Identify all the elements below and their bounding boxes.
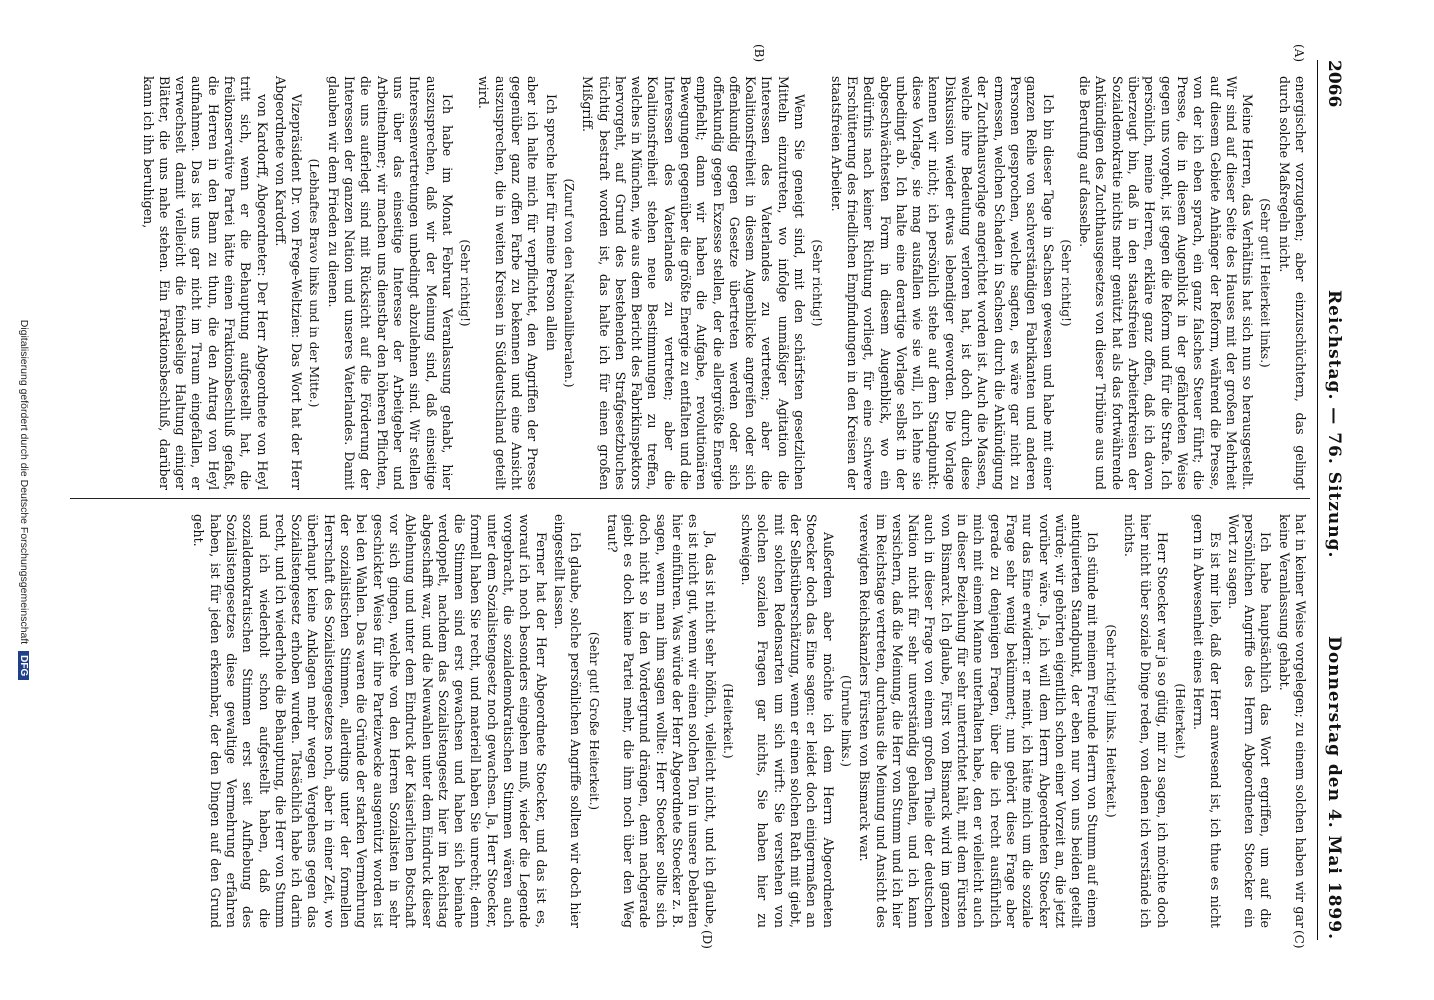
session-title: Reichstag. — 76. Sitzung. bbox=[1324, 290, 1344, 559]
interjection: (Heiterkeit.) bbox=[1172, 683, 1187, 759]
interjection: (Sehr richtig!) bbox=[810, 239, 825, 327]
interjection: (Heiterkeit.) bbox=[720, 683, 735, 759]
margin-mark-b: (B) bbox=[752, 44, 766, 63]
session-date: Donnerstag den 4. Mai 1899. bbox=[1324, 636, 1344, 940]
paragraph: Außerdem aber möchte ich dem Herrn Abgeordneten Stoecker doch das Eine sagen: er leidet doch einigermaßen an der Selbstüberschätzung, wenn er einen solchen Rath mit giebt, mit solchen Redensarten um sich wirft: Sie verstehen von solchen sozialen Fragen gar nichts, Sie haben hier zu schweigen. bbox=[739, 514, 836, 928]
paragraph: energischer vorzugehen; aber einzuschüchtern, das gelingt durch solche Maßregeln nicht. bbox=[1276, 76, 1308, 490]
page-header bbox=[1317, 60, 1346, 940]
paragraph: Ich spreche hier für meine Person allein bbox=[543, 94, 559, 351]
interjection: (Sehr richtig!) bbox=[458, 239, 473, 327]
margin-mark-c: (C) bbox=[1292, 930, 1306, 949]
speaker-paragraph: Vizepräsident Dr. von Frege-Weltzien: Das Wort hat der Herr Abgeordnete von Kardorff. bbox=[272, 76, 305, 490]
paragraph: Ich glaube, solche persönlichen Angriffe sollten wir doch hier eingestellt lassen. bbox=[551, 514, 584, 928]
digitization-credit bbox=[18, 0, 30, 1000]
left-column bbox=[137, 76, 1308, 490]
paragraph: Es ist mir lieb, daß der Herr anwesend ist, ich thue es nicht gern in Abwesenheit eines Herrn. bbox=[1191, 514, 1223, 928]
margin-mark-d: (D) bbox=[700, 930, 714, 949]
paragraph: Ich habe hauptsächlich das Wort ergriffen, um auf die persönlichen Angriffe des Herrn Abgeordneten Stoecker ein Wort zu sagen. bbox=[1225, 514, 1274, 928]
column-divider bbox=[70, 498, 1310, 499]
dfg-logo: DFG bbox=[18, 651, 29, 680]
paragraph: Meine Herren, das Verhältnis hat sich nun so herausgestellt. Wir sind auf dieser Seite des Hauses mit der großen Mehrheit auf diesem Gebiete Anhänger der Reform, während die Presse, von der ich eben sprach, ein ganz falsches Steuer führt; die Presse, die in diesem Augenblick in der gefährdeten Weise gegen uns vorgeht, ist gegen die Reform und für die Strafe. Ich persönlich, meine Herren, erkläre ganz offen, daß ich davon überzeugt bin, daß in den staatsfreien Arbeiterkreisen der Sozialdemokratie nichts mehr genützt hat als das fortwährende Ankündigen des Zuchthausgesetzes von dieser Tribüne aus und die Berufung auf dasselbe. bbox=[1077, 76, 1256, 490]
paragraph: Wenn Sie geneigt sind, mit den schärfsten gesetzlichen Mitteln einzutreten, wo infolge unmäßiger Agitation die Interessen des Vaterlandes zu vertreten; aber die Koalitionsfreiheit in diesem Augenblicke angreifen oder sich offenkundig gegen Gesetze übertreten werden oder sich offenkundig gegen Exzesse stellen, der die allergrößte Energie empfiehlt; dann wir haben die Aufgabe, revolutionären Bewegungen gegenüber die größte Energie zu entfalten und die Interessen des Vaterlandes zu vertreten; aber die Koalitionsfreiheit stehen neue Bestimmungen zu treffen, welches in München, wie aus dem Bericht des Fabrikinspektors hervorgeht, auf Grund des bestehenden Strafgesetzbuches tüchtig bestraft worden ist, das halte ich für einen großen Mißgriff. bbox=[580, 76, 808, 490]
paragraph: Ja, das ist nicht sehr höflich, vielleicht nicht, und ich glaube, es ist nicht gut, wenn wir einen solchen Ton in unsere Debatten hier einführen. Was würde der Herr Abgeordnete Stoecker z. B. sagen, wenn man ihm sagen wollte: Herr Stoecker sollte sich doch nicht so in den Vordergrund drängen, denn nachgerade giebt es doch keine Partei mehr, die ihm noch über den Weg traut? bbox=[604, 514, 718, 928]
interjection: (Lebhaftes Bravo links und in der Mitte.) bbox=[307, 158, 322, 408]
page-number: 2066 bbox=[1324, 60, 1344, 108]
speaker-paragraph: von Kardorff, Abgeordneter: Der Herr Abgeordnete von Heyl tritt sich, wenn er die Behauptung aufgestellt hat, die freikonservative Partei hätte einen Fraktionsbeschluß gefaßt, die Herren in den Bann zu thun, die den Antrag von Heyl aufnahmen. Das ist uns gar nicht im Traum eingefallen, er verwechselt damit vielleicht die feindselige Haltung einiger Blätter, die uns nahe stehen. Ein Fraktionsbeschluß, darüber kann ich ihn beruhigen, bbox=[140, 76, 270, 490]
right-column bbox=[188, 514, 1308, 928]
credit-text: Digitalisierung gefördert durch die Deutsche Forschungsgemeinschaft bbox=[18, 319, 30, 645]
paragraph: hat in keiner Weise vorgelegen; zu einem solchen haben wir gar keine Veranlassung gehabt. bbox=[1276, 514, 1308, 928]
margin-mark-a: (A) bbox=[1292, 44, 1306, 63]
paragraph: Ich bin dieser Tage in Sachsen gewesen und habe mit einer ganzen Reihe von sachverständigen Fabrikanten und anderen Personen gesprochen, welche sagten, es wäre gar nicht zu ermessen, welchen Schaden in Sachsen durch die Ankündigung der Zuchthausvorlage angerichtet worden ist. Auch die Massen, welche ihre Bedeutung verloren hat, ist doch durch diese Diskussion wieder etwas lebendiger geworden. Die Vorlage kennen wir nicht; ich persönlich stehe auf dem Standpunkt: diese Vorlage, sie mag ausfallen wie sie will, ich lehne sie unbedingt ab. Ich halte eine derartige Vorlage selbst in der abgeschwächtesten Form in diesem Augenblick, wo ein Bedürfnis nach keiner Richtung vorliegt, für eine schwere Erschütterung des friedlichen Empfindungen in den Kreisen der staatsfreien Arbeiter. bbox=[828, 76, 1056, 490]
interjection: (Sehr gut! Heiterkeit links.) bbox=[1258, 198, 1273, 368]
interjection: (Zuruf von den Nationalliberalen.) bbox=[561, 178, 576, 388]
paragraph: aber ich halte mich für verpflichtet, den Angriffen der Presse gegenüber ganz offen Farbe zu bekennen und eine Ansicht auszusprechen, die in weiten Kreisen in Süddeutschland geteilt wird. bbox=[476, 76, 541, 490]
paragraph: Ferner hat der Herr Abgeordnete Stoecker, und das ist es, worauf ich noch besonders eingehen muß, wieder die Legende vorgebracht, die sozialdemokratischen Stimmen wären auch unter dem Sozialistengesetz noch gewachsen. Ja, Herr Stoecker, formell haben Sie recht, und materiell haben Sie unrecht; denn die Stimmen sind erst gewachsen und haben sich beinahe verdoppelt, nachdem das Sozialistengesetz hier im Reichstag abgeschafft war, und die Neuwahlen unter dem Eindruck dieser Ablehnung und unter dem Eindruck der Kaiserlichen Botschaft vor sich gingen, welche von den Herren Sozialisten in sehr geschickter Weise für ihre Parteizwecke ausgenützt worden ist bei den Wahlen. Das waren die Gründe der starken Vermehrung der sozialistischen Stimmen, allerdings unter der formellen Herrschaft des Sozialistengesetzes noch, aber in einer Zeit, wo überhaupt keine Anklagen mehr wegen Vergehens gegen das Sozialistengesetz erhoben wurden. Tatsächlich habe ich darin recht, und ich wiederhole die Behauptung, die Herr von Stumm und ich wiederholt schon aufgestellt haben, daß die sozialdemokratischen Stimmen erst seit Aufhebung des Sozialistengesetzes diese gewaltige Vermehrung erfahren haben, ist für jeden erkennbar, der den Dingen auf den Grund geht. bbox=[191, 514, 549, 928]
interjection: (Sehr richtig!) bbox=[1058, 239, 1073, 327]
interjection: (Sehr richtig! links. Heiterkeit.) bbox=[1103, 624, 1118, 818]
paragraph: Herr Stoecker war ja so gütig, mir zu sagen, ich möchte doch hier nicht über soziale Dinge reden, von denen ich verstände ich nichts. bbox=[1122, 514, 1170, 928]
interjection: (Sehr gut! Große Heiterkeit.) bbox=[586, 631, 601, 811]
paragraph: Ich stünde mit meinem Freunde Herrn von Stumm auf einem antiquierten Standpunkt, der eben nur von uns beiden geteilt würde; wir gehörten eigentlich schon einer Vorzeit an, die jetzt vorüber wäre. Ja, ich will dem Herrn Abgeordneten Stoecker nur das Eine erwidern: er meint, ich hätte mich um die soziale Frage sehr wenig bekümmert; nun gehört diese Frage aber gerade zu denjenigen Fragen, über die ich recht ausführlich mich mit einem Manne unterhalten habe, den er vielleicht auch in dieser Beziehung für sehr unterrichtet hält, mit dem Fürsten von Bismarck. Ich glaube, Fürst von Bismarck wird im ganzen auch in dieser Frage von einem großen Theile der deutschen Nation nicht für sehr unverständig gehalten, und ich kann versichern, daß die Meinung, die Herr von Stumm und ich hier im Reichstage vertreten, durchaus die Meinung und Ansicht des verewigten Reichskanzlers Fürsten von Bismarck war. bbox=[857, 514, 1101, 928]
interjection: (Unruhe links.) bbox=[838, 675, 853, 767]
paragraph: Ich habe im Monat Februar Veranlassung gehabt, hier auszusprechen, daß wir der Meinung sind, daß einseitige Interessenvertretungen unbedingt abzulehnen sind. Wir stellen uns über das einseitige Interesse der Arbeitgeber und Arbeitnehmer; wir machen uns dienstbar den höheren Pflichten, die uns auferlegt sind mit Rücksicht auf die Förderung der Interessen der ganzen Nation und unseres Vaterlandes. Damit glauben wir dem Frieden zu dienen. bbox=[325, 76, 455, 490]
